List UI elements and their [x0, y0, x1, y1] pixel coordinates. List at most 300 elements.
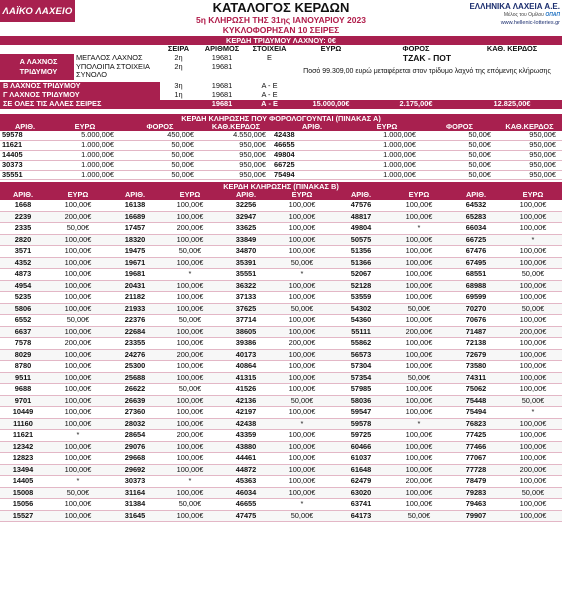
table-row — [0, 170, 562, 180]
ticket-number: 32256 — [220, 200, 272, 211]
row-label-b: Β ΛΑΧΝΟΣ ΤΡΙΔΥΜΟΥ — [0, 82, 160, 91]
ticket-number: 22376 — [110, 315, 160, 327]
jackpot-text: Ποσό 99.309,00 ευρώ μεταφέρεται στον τρίδυμο λαχνό της επόμενης κλήρωσης — [292, 63, 562, 81]
prize-value: 1.000,00€ — [352, 150, 422, 160]
prize-value: 100,00€ — [160, 453, 220, 465]
ticket-number: 70676 — [448, 315, 504, 327]
ticket-number: 6552 — [0, 315, 46, 327]
column-header: ΚΑΘ.ΚΕΡΔΟΣ — [200, 123, 272, 132]
table-row — [0, 453, 562, 465]
prize-value: 100,00€ — [46, 349, 110, 361]
column-header: ΕΥΡΩ — [390, 191, 448, 200]
prize-value: 950,00€ — [200, 150, 272, 160]
prize-value: 100,00€ — [390, 407, 448, 419]
column-header: ΕΥΡΩ — [504, 191, 562, 200]
ticket-number: 61648 — [332, 464, 390, 476]
prize-value: 50,00€ — [390, 303, 448, 315]
prize-value: 100,00€ — [272, 407, 332, 419]
prize-value: 200,00€ — [160, 430, 220, 442]
prize-value: 100,00€ — [390, 234, 448, 246]
cell: 19681 — [211, 90, 233, 99]
ticket-number: 77425 — [448, 430, 504, 442]
ticket-number: 59725 — [332, 430, 390, 442]
ticket-number: 13494 — [0, 464, 46, 476]
prize-value: 50,00€ — [422, 131, 497, 140]
prize-value: 200,00€ — [504, 464, 562, 476]
column-header: ΕΥΡΩ — [160, 191, 220, 200]
company-name: ΕΛΛΗΝΙΚΑ ΛΑΧΕΙΑ Α.Ε. — [469, 2, 560, 11]
table-row — [0, 407, 562, 419]
prize-value: 100,00€ — [390, 269, 448, 281]
prize-value: 100,00€ — [504, 315, 562, 327]
ticket-number: 19475 — [110, 246, 160, 258]
prize-value: 100,00€ — [504, 200, 562, 211]
ticket-number: 29692 — [110, 464, 160, 476]
ticket-number: 43880 — [220, 441, 272, 453]
ticket-number: 23355 — [110, 338, 160, 350]
prize-value: 100,00€ — [272, 361, 332, 373]
ticket-number: 41315 — [220, 372, 272, 384]
column-header: ΦΟΡΟΣ — [422, 123, 497, 132]
prize-value: 100,00€ — [272, 223, 332, 235]
ticket-number: 54360 — [332, 315, 390, 327]
prize-value: 50,00€ — [504, 395, 562, 407]
prize-value: 100,00€ — [390, 349, 448, 361]
table-row — [0, 464, 562, 476]
prize-value: 100,00€ — [46, 234, 110, 246]
cell: 2η — [174, 62, 183, 71]
ticket-number: 33625 — [220, 223, 272, 235]
prize-value: 100,00€ — [160, 372, 220, 384]
ticket-number: 42438 — [220, 418, 272, 430]
col-number: ΑΡΙΘΜΟΣ — [197, 45, 247, 54]
prize-value: 100,00€ — [504, 292, 562, 304]
ticket-number: 40864 — [220, 361, 272, 373]
prize-value: 100,00€ — [390, 280, 448, 292]
prize-value: 100,00€ — [46, 246, 110, 258]
ticket-number: 4954 — [0, 280, 46, 292]
prize-value: 100,00€ — [160, 487, 220, 499]
prize-value: 100,00€ — [160, 441, 220, 453]
prize-value: 100,00€ — [272, 441, 332, 453]
table-row — [0, 200, 562, 211]
table-row — [0, 499, 562, 511]
cell: 1η — [174, 90, 183, 99]
ticket-number: 38605 — [220, 326, 272, 338]
prize-value: 100,00€ — [272, 280, 332, 292]
prize-value: 100,00€ — [504, 418, 562, 430]
prize-value: 100,00€ — [46, 464, 110, 476]
table-row — [0, 280, 562, 292]
prize-value: 200,00€ — [46, 211, 110, 223]
ticket-number: 8029 — [0, 349, 46, 361]
prize-value: 950,00€ — [497, 141, 562, 151]
prize-value: 200,00€ — [160, 223, 220, 235]
table-row — [0, 372, 562, 384]
group-label-a: Α ΛΑΧΝΟΣ ΤΡΙΔΥΜΟΥ — [0, 54, 74, 80]
prize-value: 100,00€ — [272, 211, 332, 223]
ticket-number: 68988 — [448, 280, 504, 292]
ticket-number: 11621 — [0, 430, 46, 442]
prize-value: 100,00€ — [46, 257, 110, 269]
prize-value: 950,00€ — [200, 170, 272, 180]
page-title: ΚΑΤΑΛΟΓΟΣ ΚΕΡΔΩΝ — [212, 0, 350, 15]
prize-value: 200,00€ — [504, 326, 562, 338]
ticket-number: 57985 — [332, 384, 390, 396]
prize-value: 1.000,00€ — [352, 131, 422, 140]
prize-value: 100,00€ — [272, 326, 332, 338]
col-elements: ΣΤΟΙΧΕΙΑ — [247, 45, 292, 54]
prizes-band: ΚΕΡΔΗ ΚΛΗΡΩΣΗΣ (ΠΙΝΑΚΑΣ Β) — [0, 182, 562, 191]
table-row — [0, 326, 562, 338]
ticket-number: 47475 — [220, 510, 272, 522]
table-row — [0, 234, 562, 246]
ticket-number: 77728 — [448, 464, 504, 476]
ticket-number: 64532 — [448, 200, 504, 211]
ticket-number: 28654 — [110, 430, 160, 442]
column-header: ΚΑΘ.ΚΕΡΔΟΣ — [497, 123, 562, 132]
table-row — [0, 211, 562, 223]
table-row — [0, 430, 562, 442]
prize-value: 100,00€ — [390, 499, 448, 511]
ticket-number: 29076 — [110, 441, 160, 453]
ticket-number: 35551 — [0, 170, 50, 180]
prize-value: * — [390, 418, 448, 430]
cell: Α - Ε — [261, 82, 278, 91]
prize-value: 50,00€ — [160, 315, 220, 327]
prize-value: 50,00€ — [272, 257, 332, 269]
prize-value: 50,00€ — [46, 315, 110, 327]
prize-value: 950,00€ — [200, 160, 272, 170]
prize-value: 100,00€ — [272, 464, 332, 476]
table-row — [0, 292, 562, 304]
prize-value: 50,00€ — [504, 487, 562, 499]
ticket-number: 15527 — [0, 510, 46, 522]
ticket-number: 28032 — [110, 418, 160, 430]
ticket-number: 37714 — [220, 315, 272, 327]
prize-value: 100,00€ — [504, 338, 562, 350]
prize-value: 100,00€ — [272, 453, 332, 465]
prize-value: 50,00€ — [272, 510, 332, 522]
ticket-number: 25688 — [110, 372, 160, 384]
table-row — [0, 303, 562, 315]
prize-value: 1.000,00€ — [352, 170, 422, 180]
sub-label: ΣΥΝΟΛΟ — [74, 71, 160, 80]
prize-value: 100,00€ — [46, 292, 110, 304]
triple-ticket-table — [0, 45, 562, 109]
ticket-number: 24276 — [110, 349, 160, 361]
ticket-number: 70270 — [448, 303, 504, 315]
prize-value: 100,00€ — [160, 211, 220, 223]
ticket-number: 75448 — [448, 395, 504, 407]
prize-value: 100,00€ — [272, 292, 332, 304]
ticket-number: 42136 — [220, 395, 272, 407]
prize-value: 50,00€ — [160, 246, 220, 258]
prize-value: 100,00€ — [390, 211, 448, 223]
prize-value: 100,00€ — [504, 476, 562, 488]
ticket-number: 49804 — [272, 150, 352, 160]
ticket-number: 79283 — [448, 487, 504, 499]
prize-value: 1.000,00€ — [352, 141, 422, 151]
circulation-note: ΚΥΚΛΟΦΟΡΗΣΑΝ 10 ΣΕΙΡΕΣ — [222, 25, 340, 35]
prize-value: 50,00€ — [46, 223, 110, 235]
column-header: ΑΡΙΘ. — [448, 191, 504, 200]
sub-label: ΜΕΓΑΛΟΣ ΛΑΧΝΟΣ — [74, 54, 160, 63]
prize-value: 100,00€ — [160, 200, 220, 211]
ticket-number: 75062 — [448, 384, 504, 396]
column-header: ΕΥΡΩ — [352, 123, 422, 132]
prize-value: 100,00€ — [390, 464, 448, 476]
ticket-number: 31384 — [110, 499, 160, 511]
prize-value: 100,00€ — [160, 326, 220, 338]
prize-value: 100,00€ — [272, 430, 332, 442]
prize-value: 100,00€ — [390, 453, 448, 465]
prize-value: 200,00€ — [390, 476, 448, 488]
ticket-number: 34870 — [220, 246, 272, 258]
column-header: ΕΥΡΩ — [272, 191, 332, 200]
prize-value: * — [504, 234, 562, 246]
prize-value: 100,00€ — [160, 292, 220, 304]
ticket-number: 35391 — [220, 257, 272, 269]
prize-value: 100,00€ — [504, 349, 562, 361]
prize-value: 100,00€ — [390, 246, 448, 258]
prize-value: 100,00€ — [504, 430, 562, 442]
ticket-number: 35551 — [220, 269, 272, 281]
prize-value: 100,00€ — [160, 280, 220, 292]
ticket-number: 11621 — [0, 141, 50, 151]
ticket-number: 7578 — [0, 338, 46, 350]
prize-value: 100,00€ — [504, 211, 562, 223]
cell: Α - Ε — [247, 100, 292, 109]
prize-value: * — [160, 269, 220, 281]
ticket-number: 62479 — [332, 476, 390, 488]
table-row — [0, 269, 562, 281]
company-block — [469, 2, 560, 26]
prize-value: 50,00€ — [272, 395, 332, 407]
cell: E — [267, 53, 272, 62]
table-row — [0, 349, 562, 361]
prize-value: 100,00€ — [160, 338, 220, 350]
prize-value: 100,00€ — [46, 453, 110, 465]
ticket-number: 33849 — [220, 234, 272, 246]
cell: 19681 — [197, 100, 247, 109]
ticket-number: 44872 — [220, 464, 272, 476]
cell: 12.825,00€ — [462, 100, 562, 109]
ticket-number: 42197 — [220, 407, 272, 419]
prize-value: 1.000,00€ — [50, 150, 120, 160]
ticket-number: 78479 — [448, 476, 504, 488]
prize-value: 50,00€ — [120, 160, 200, 170]
prize-value: 100,00€ — [272, 349, 332, 361]
sub-label: ΥΠΟΛΟΙΠΑ ΣΤΟΙΧΕΙΑ — [74, 63, 160, 72]
prize-value: * — [272, 418, 332, 430]
prize-value: 50,00€ — [504, 269, 562, 281]
prize-value: 100,00€ — [46, 361, 110, 373]
ticket-number: 66725 — [448, 234, 504, 246]
prize-value: 1.000,00€ — [50, 170, 120, 180]
ticket-number: 72138 — [448, 338, 504, 350]
ticket-number: 60466 — [332, 441, 390, 453]
table-row — [0, 257, 562, 269]
cell: 19681 — [211, 53, 233, 62]
prizes-table — [0, 191, 562, 522]
column-header: ΕΥΡΩ — [50, 123, 120, 132]
prize-value: 100,00€ — [272, 234, 332, 246]
col-tax: ΦΟΡΟΣ — [370, 45, 462, 54]
prize-value: 100,00€ — [504, 257, 562, 269]
ticket-number: 67495 — [448, 257, 504, 269]
prize-value: 450,00€ — [120, 131, 200, 140]
prize-value: 100,00€ — [504, 453, 562, 465]
prize-value: 100,00€ — [390, 361, 448, 373]
ticket-number: 4873 — [0, 269, 46, 281]
prize-value: 100,00€ — [504, 246, 562, 258]
prize-value: 100,00€ — [46, 384, 110, 396]
prize-value: 100,00€ — [160, 257, 220, 269]
ticket-number: 2335 — [0, 223, 46, 235]
ticket-number: 68551 — [448, 269, 504, 281]
ticket-number: 46034 — [220, 487, 272, 499]
cell: 2.175,00€ — [370, 100, 462, 109]
ticket-number: 46655 — [220, 499, 272, 511]
table-row — [0, 223, 562, 235]
page-header — [0, 0, 562, 36]
ticket-number: 75494 — [448, 407, 504, 419]
prize-value: 5.000,00€ — [50, 131, 120, 140]
prize-value: 100,00€ — [390, 395, 448, 407]
table-row — [0, 361, 562, 373]
ticket-number: 55862 — [332, 338, 390, 350]
ticket-number: 11160 — [0, 418, 46, 430]
prize-value: 100,00€ — [390, 384, 448, 396]
ticket-number: 4352 — [0, 257, 46, 269]
col-series: ΣΕΙΡΑ — [160, 45, 197, 54]
column-header: ΦΟΡΟΣ — [120, 123, 200, 132]
prize-value: 100,00€ — [272, 246, 332, 258]
ticket-number: 21182 — [110, 292, 160, 304]
prize-value: 1.000,00€ — [352, 160, 422, 170]
ticket-number: 5235 — [0, 292, 46, 304]
ticket-number: 53559 — [332, 292, 390, 304]
ticket-number: 56573 — [332, 349, 390, 361]
prize-value: 200,00€ — [160, 349, 220, 361]
ticket-number: 19671 — [110, 257, 160, 269]
ticket-number: 72679 — [448, 349, 504, 361]
cell: 3η — [174, 82, 183, 91]
table-row — [0, 487, 562, 499]
prize-value: 100,00€ — [272, 200, 332, 211]
cell: Α - Ε — [261, 90, 278, 99]
ticket-number: 66034 — [448, 223, 504, 235]
draw-subtitle: 5η ΚΛΗΡΩΣΗ ΤΗΣ 31ης ΙΑΝΟΥΑΡΙΟΥ 2023 — [196, 15, 366, 25]
prize-value: * — [160, 476, 220, 488]
ticket-number: 31645 — [110, 510, 160, 522]
ticket-number: 9701 — [0, 395, 46, 407]
prize-value: 950,00€ — [497, 160, 562, 170]
ticket-number: 30373 — [0, 160, 50, 170]
prize-value: 100,00€ — [390, 430, 448, 442]
table-row — [0, 141, 562, 151]
prize-value: 100,00€ — [390, 338, 448, 350]
ticket-number: 9688 — [0, 384, 46, 396]
table-row — [0, 476, 562, 488]
column-header: ΑΡΙΘ. — [0, 191, 46, 200]
prize-value: 50,00€ — [160, 384, 220, 396]
ticket-number: 63020 — [332, 487, 390, 499]
column-header: ΑΡΙΘ. — [0, 123, 50, 132]
prize-value: 100,00€ — [390, 200, 448, 211]
ticket-number: 16138 — [110, 200, 160, 211]
ticket-number: 49804 — [332, 223, 390, 235]
ticket-number: 57354 — [332, 372, 390, 384]
website-link[interactable]: www.hellenic-lotteries.gr — [500, 20, 560, 26]
ticket-number: 14405 — [0, 476, 46, 488]
ticket-number: 59578 — [0, 131, 50, 140]
ticket-number: 43359 — [220, 430, 272, 442]
ticket-number: 58036 — [332, 395, 390, 407]
prize-value: 50,00€ — [120, 141, 200, 151]
ticket-number: 15056 — [0, 499, 46, 511]
ticket-number: 37625 — [220, 303, 272, 315]
ticket-number: 31164 — [110, 487, 160, 499]
column-header: ΑΡΙΘ. — [272, 123, 352, 132]
prize-value: 100,00€ — [272, 372, 332, 384]
ticket-number: 45363 — [220, 476, 272, 488]
ticket-number: 26639 — [110, 395, 160, 407]
ticket-number: 69599 — [448, 292, 504, 304]
cell: 19681 — [211, 62, 233, 71]
prize-value: 50,00€ — [120, 170, 200, 180]
ticket-number: 39386 — [220, 338, 272, 350]
table-row — [0, 338, 562, 350]
ticket-number: 54302 — [332, 303, 390, 315]
prize-value: 4.550,00€ — [200, 131, 272, 140]
ticket-number: 32947 — [220, 211, 272, 223]
ticket-number: 51366 — [332, 257, 390, 269]
prize-value: 50,00€ — [160, 499, 220, 511]
ticket-number: 1668 — [0, 200, 46, 211]
ticket-number: 37133 — [220, 292, 272, 304]
prize-value: 100,00€ — [46, 395, 110, 407]
prize-value: 100,00€ — [504, 372, 562, 384]
prize-value: 100,00€ — [46, 499, 110, 511]
prize-value: 50,00€ — [422, 170, 497, 180]
ticket-number: 77067 — [448, 453, 504, 465]
prize-value: 100,00€ — [504, 510, 562, 522]
ticket-number: 59578 — [332, 418, 390, 430]
ticket-number: 22684 — [110, 326, 160, 338]
ticket-number: 64173 — [332, 510, 390, 522]
prize-value: 100,00€ — [160, 407, 220, 419]
ticket-number: 2239 — [0, 211, 46, 223]
prize-value: 100,00€ — [160, 395, 220, 407]
ticket-number: 25300 — [110, 361, 160, 373]
prize-value: 950,00€ — [497, 150, 562, 160]
opap-logo: ΟΠΑΠ — [545, 12, 560, 18]
prize-value: 100,00€ — [504, 441, 562, 453]
cell — [247, 63, 292, 72]
ticket-number: 75494 — [272, 170, 352, 180]
ticket-number: 10449 — [0, 407, 46, 419]
prize-value: 100,00€ — [390, 292, 448, 304]
ticket-number: 14405 — [0, 150, 50, 160]
prize-value: 50,00€ — [504, 303, 562, 315]
triple-ticket-band: ΚΕΡΔΗ ΤΡΙΔΥΜΟΥ ΛΑΧΝΟΥ: 0€ — [0, 36, 562, 45]
taxed-prizes-band: ΚΕΡΔΗ ΚΛΗΡΩΣΗΣ ΠΟΥ ΦΟΡΟΛΟΓΟΥΝΤΑΙ (ΠΙΝΑΚΑΣ Α) — [0, 114, 562, 123]
prize-value: 100,00€ — [504, 499, 562, 511]
prize-value: * — [390, 223, 448, 235]
cell: 2η — [174, 53, 183, 62]
